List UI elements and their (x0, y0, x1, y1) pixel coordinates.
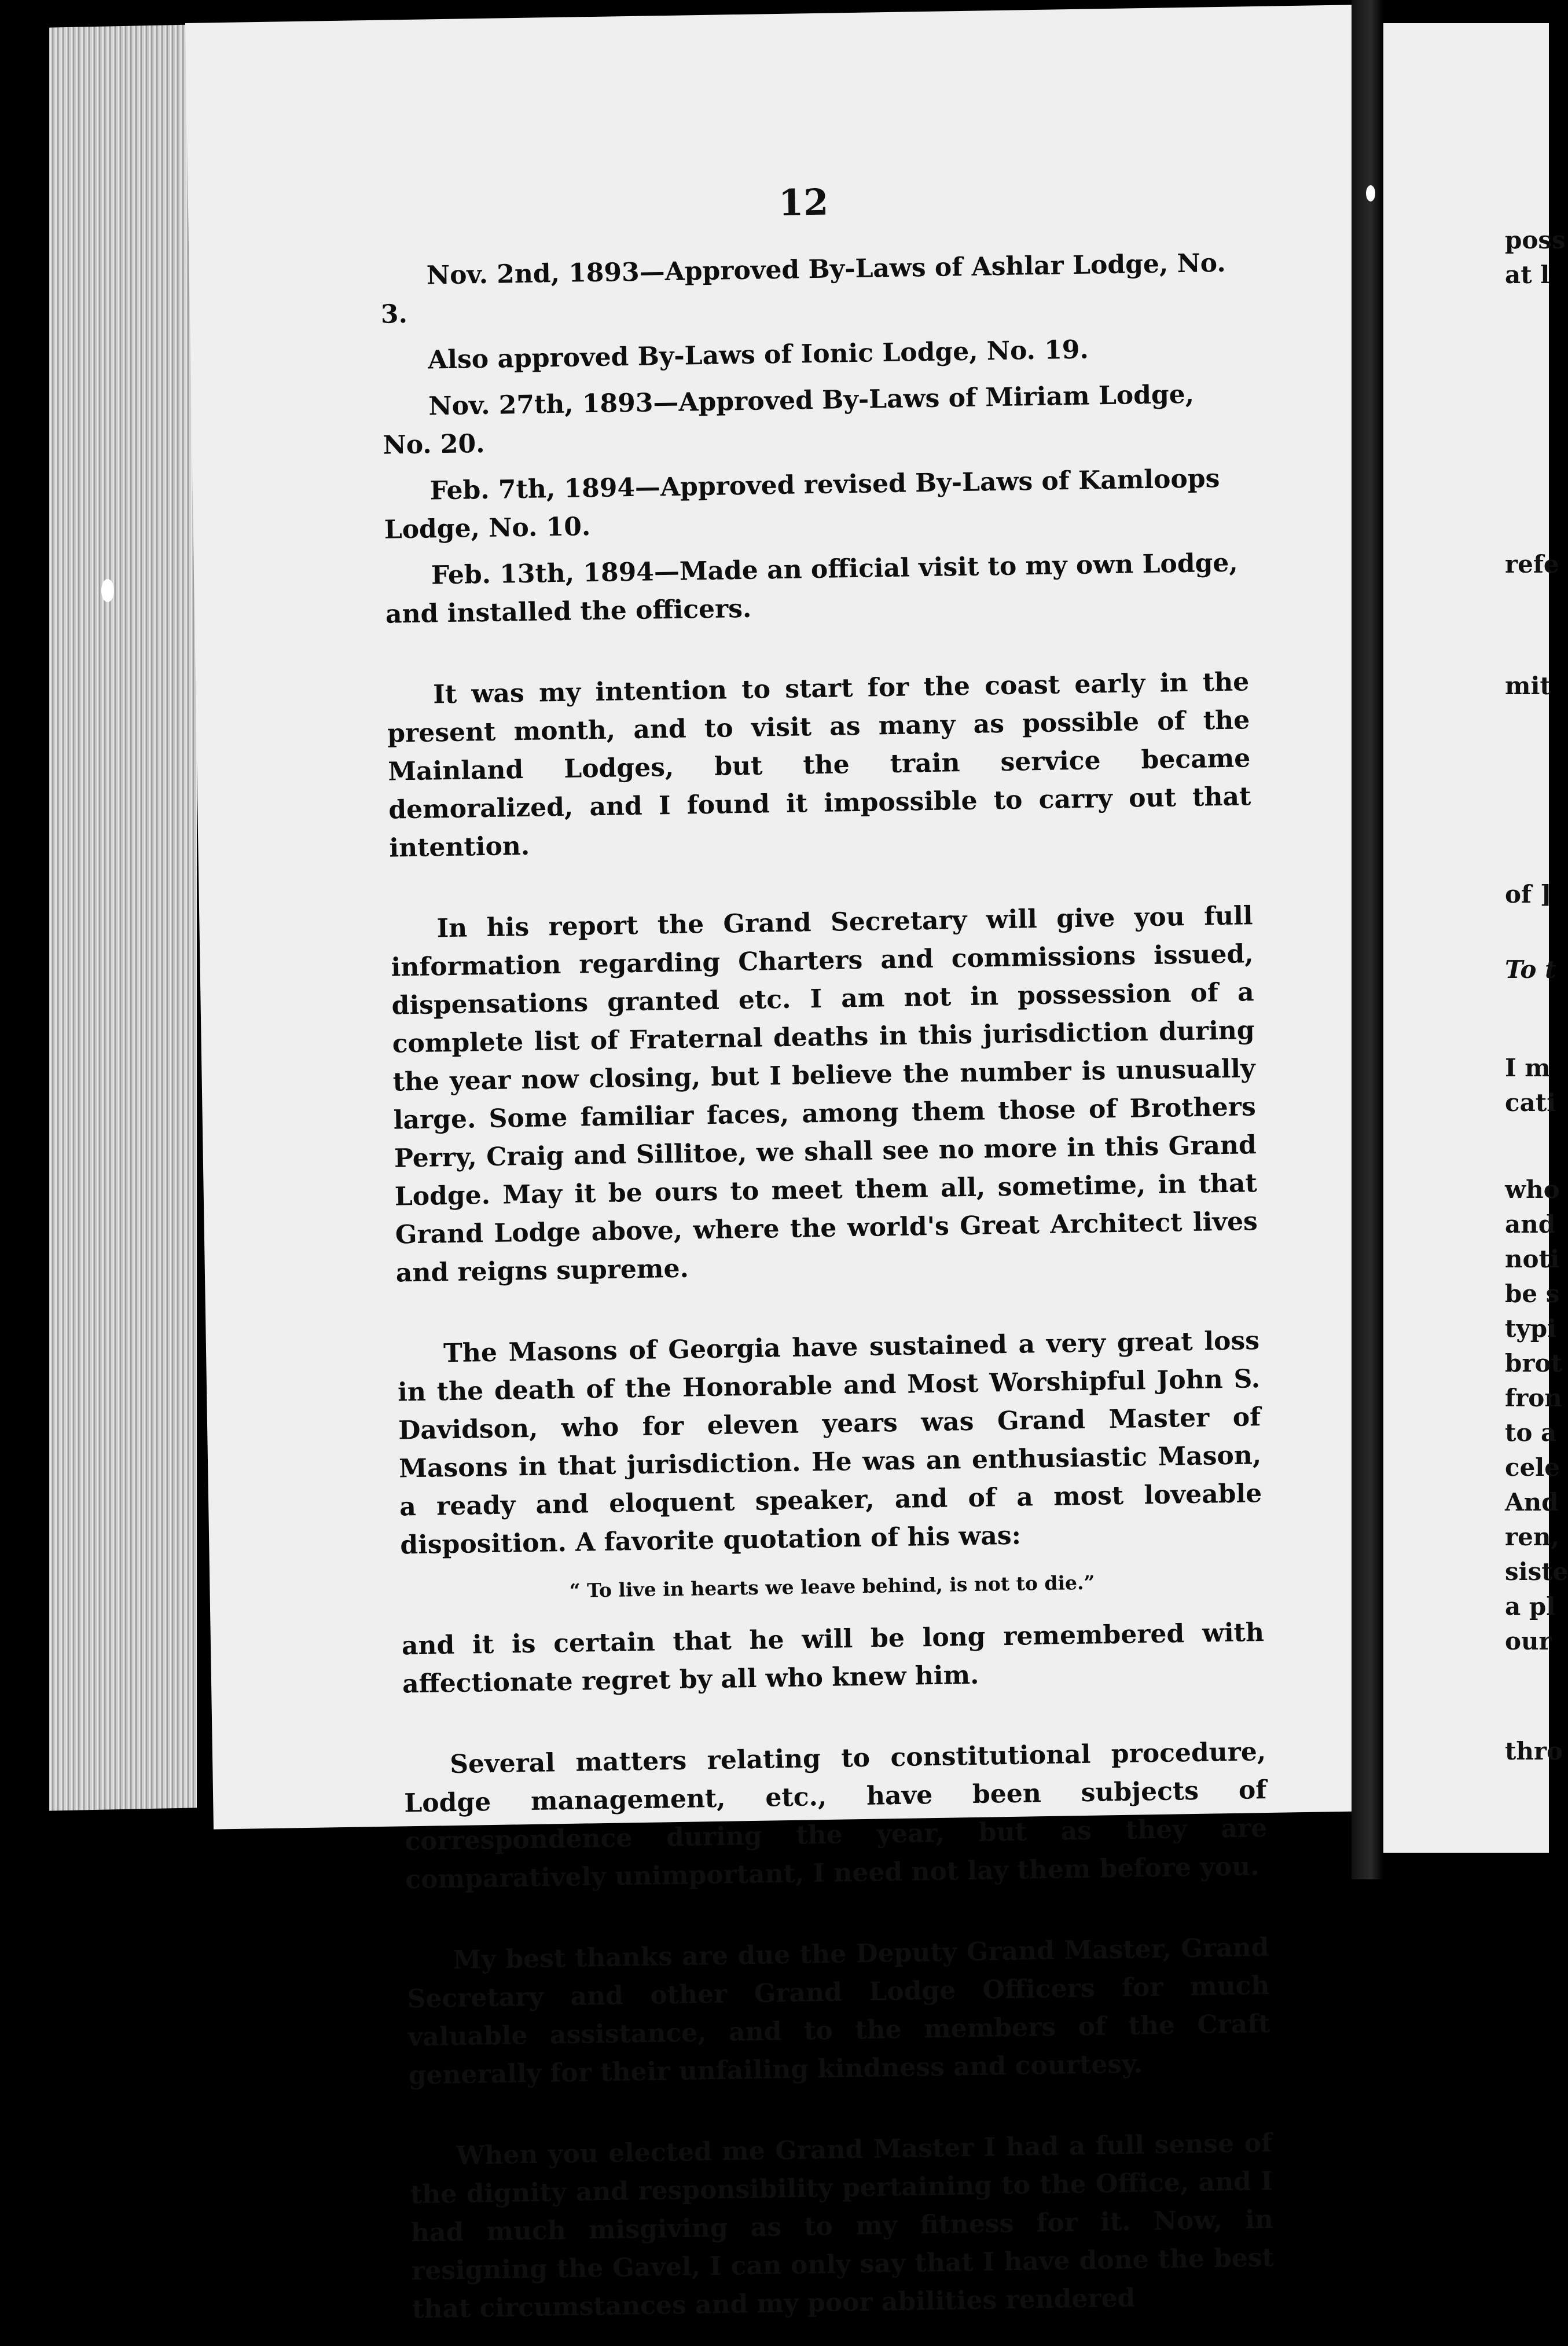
facing-page-fragment: of ] (1505, 880, 1552, 908)
paragraph-remembered: and it is certain that he will be long remembered with affectionate regret by all who knew him. (401, 1618, 1265, 1699)
book-page (185, 5, 1394, 2325)
log-entry: Nov. 27th, 1893—Approved By-Laws of Miriam Lodge, No. 20. (383, 379, 1195, 460)
facing-page-fragment: refe (1505, 550, 1559, 578)
facing-page-fragment: be s (1505, 1280, 1560, 1308)
margin-speck (101, 579, 114, 602)
log-entry: Feb. 7th, 1894—Approved revised By-Laws of Kamloops Lodge, No. 10. (384, 464, 1220, 545)
facing-page-fragment: mit (1505, 672, 1551, 700)
facing-page-fragment: brot (1505, 1349, 1562, 1377)
book-gutter (1352, 0, 1383, 1879)
paragraph-coast-visit: It was my intention to start for the coast early in the present month, and to visit as many as possible of the Mainland Lodges, but the train service became demoralized, and I found it impossible to carry out that intention. (387, 667, 1251, 863)
facing-page-fragment: cele (1505, 1453, 1560, 1482)
facing-page-fragment: thro (1505, 1737, 1563, 1765)
facing-page-fragment: and (1505, 1210, 1556, 1238)
log-entry: Also approved By-Laws of Ionic Lodge, No. 19. (427, 335, 1089, 375)
facing-page-fragment: a pl (1505, 1592, 1556, 1621)
paragraph-georgia-masons: The Masons of Georgia have sustained a very great loss in the death of the Honorable and Most Worshipful John S. Davidson, who for eleven years was Grand Master of Masons in that jurisdiction. He was an enthusiastic Mason, a ready and eloquent speaker, and of a most loveable disposition. A favorite quotation of his was: (397, 1326, 1262, 1560)
facing-page-fragment: noti (1505, 1245, 1559, 1273)
paragraph-grand-secretary-report: In his report the Grand Secretary will give you full information regarding Charters and commissions issued, dispensations granted etc. I am not in possession of a complete list of Fraternal deaths in this jurisdiction during the year now closing, but I believe the number is unusually large. Some familiar faces, among them those of Brothers Perry, Craig and Sillitoe, we shall see no more in this Grand Lodge. May it be ours to meet them all, sometime, in that Grand Lodge above, where the world's Great Architect lives and reigns supreme. (391, 901, 1258, 1288)
facing-page-fragment: ren, (1505, 1523, 1560, 1551)
facing-page-fragment: To t (1505, 955, 1556, 984)
facing-page-fragment: to a (1505, 1418, 1557, 1447)
facing-page-fragment: who (1505, 1175, 1560, 1204)
facing-page-fragment: poss (1505, 226, 1566, 254)
paragraph-elected-grand-master: When you elected me Grand Master I had a full sense of the dignity and responsibility pertaining to the Office, and I had much misgiving as to my fitness for it. Now, in resigning the Gavel, I can only say that I have done the best that circumstances and my poor abilities rendered (410, 2128, 1275, 2325)
facing-page-fragment: siste (1505, 1557, 1568, 1586)
book-page-edges (49, 24, 197, 1810)
facing-page-fragment: typi (1505, 1314, 1557, 1343)
log-entry: Nov. 2nd, 1893—Approved By-Laws of Ashlar Lodge, No. 3. (380, 248, 1227, 329)
log-entry: Feb. 13th, 1894—Made an official visit to my own Lodge, and installed the officers. (385, 548, 1238, 629)
facing-page-fragment: And (1505, 1488, 1559, 1516)
paragraph-thanks: My best thanks are due the Deputy Grand Master, Grand Secretary and other Grand Lodge Officers for much valuable assistance, and to the members of the Craft generally for their unfailing kindness and courtesy. (407, 1933, 1270, 2091)
margin-speck (1366, 185, 1375, 201)
page-number: 12 (778, 181, 829, 224)
facing-page-fragment: at l (1505, 261, 1550, 289)
facing-page-fragment: cati (1505, 1088, 1556, 1117)
page-body (380, 244, 1275, 2343)
facing-page-fragment: fron (1505, 1384, 1562, 1412)
facing-page-fragment: I m (1505, 1054, 1551, 1082)
favorite-quotation: “ To live in hearts we leave behind, is not to die.” (569, 1571, 1095, 1602)
paragraph-constitutional-matters: Several matters relating to constitutional procedure, Lodge management, etc., have been subjects of correspondence during the year, but as they are comparatively unimportant, I need not lay them before you. (403, 1737, 1268, 1895)
facing-page-fragment: our (1505, 1627, 1552, 1655)
facing-page (1383, 23, 1568, 1853)
